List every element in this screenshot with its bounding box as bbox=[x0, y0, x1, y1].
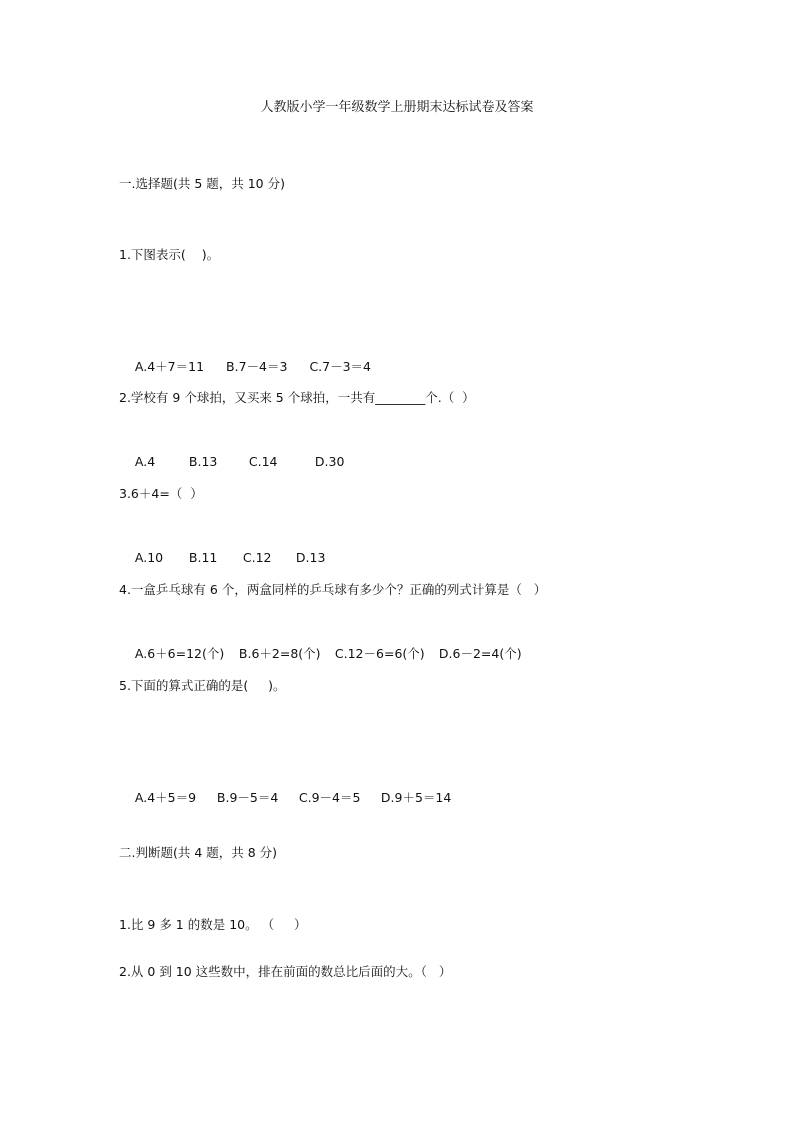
q4-stem: 4.一盒乒乓球有 6 个，两盒同样的乒乓球有多少个？正确的列式计算是（ ） bbox=[119, 582, 547, 597]
q4-option-b: B.6＋2=8(个) bbox=[238, 646, 321, 661]
q2-stem: 2.学校有 9 个球拍，又买来 5 个球拍，一共有________个.（ ） bbox=[119, 390, 475, 405]
q4-option-a: A.6＋6=12(个) bbox=[134, 646, 225, 661]
q4-option-d: D.6－2=4(个) bbox=[438, 646, 522, 661]
q1-option-c: C.7－3＝4 bbox=[309, 359, 372, 374]
tf-q2-stem: 2.从 0 到 10 这些数中，排在前面的数总比后面的大。（ ） bbox=[119, 964, 452, 979]
q2-option-d: D.30 bbox=[314, 454, 345, 469]
page-title: 人教版小学一年级数学上册期末达标试卷及答案 bbox=[260, 100, 534, 115]
q5-option-b: B.9－5＝4 bbox=[216, 790, 279, 805]
q5-options bbox=[119, 774, 451, 822]
q2-options bbox=[119, 438, 344, 486]
tf-q1-stem: 1.比 9 多 1 的数是 10。 （ ） bbox=[119, 917, 307, 932]
q1-options bbox=[119, 343, 371, 391]
q5-option-a: A.4＋5＝9 bbox=[134, 790, 197, 805]
q1-option-b: B.7－4＝3 bbox=[226, 359, 288, 374]
section2-header: 二.判断题(共 4 题，共 8 分) bbox=[119, 845, 278, 860]
section1-header: 一.选择题(共 5 题，共 10 分) bbox=[119, 176, 285, 191]
q4-options bbox=[119, 630, 522, 678]
q1-option-a: A.4＋7＝11 bbox=[134, 359, 205, 374]
q5-stem: 5.下面的算式正确的是( )。 bbox=[119, 678, 286, 693]
q2-option-a: A.4 bbox=[134, 454, 156, 469]
q3-stem: 3.6＋4=（ ） bbox=[119, 486, 203, 501]
q3-option-b: B.11 bbox=[188, 550, 218, 565]
q5-option-c: C.9－4＝5 bbox=[298, 790, 361, 805]
q1-stem: 1.下图表示( )。 bbox=[119, 247, 220, 262]
q2-option-c: C.14 bbox=[248, 454, 278, 469]
q2-option-b: B.13 bbox=[188, 454, 218, 469]
q3-option-a: A.10 bbox=[134, 550, 164, 565]
q3-option-c: C.12 bbox=[242, 550, 272, 565]
q5-option-d: D.9＋5＝14 bbox=[380, 790, 452, 805]
q4-option-c: C.12－6=6(个) bbox=[334, 646, 425, 661]
q3-option-d: D.13 bbox=[295, 550, 326, 565]
q3-options bbox=[119, 534, 325, 582]
